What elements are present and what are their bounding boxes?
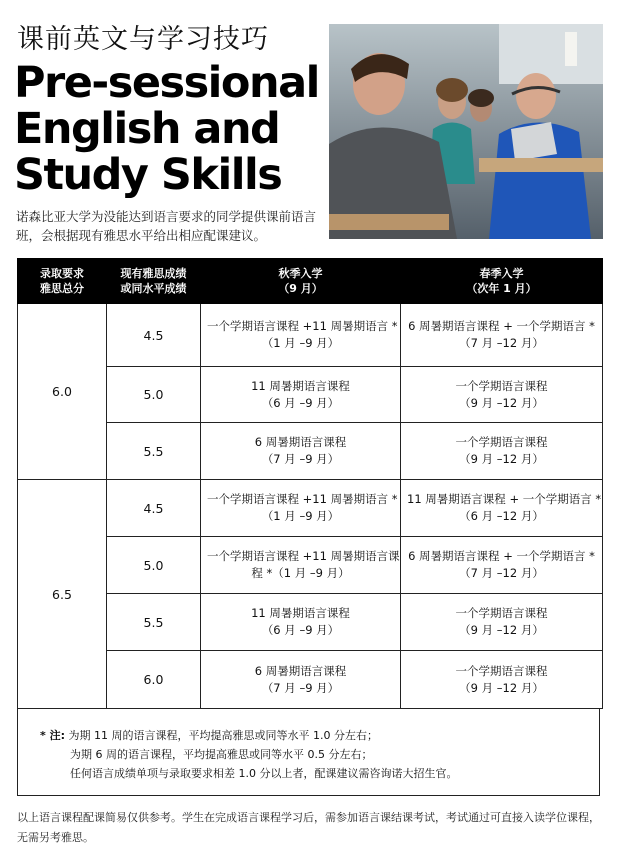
- autumn-cell: 11 周暑期语言课程 （6 月 –9 月）: [201, 594, 401, 651]
- header-autumn-intake: 秋季入学 （9 月）: [201, 259, 401, 304]
- classroom-photo: [329, 24, 603, 239]
- desk: [479, 158, 603, 172]
- footer-line: 无需另考雅思。: [17, 831, 94, 844]
- title-line: Study Skills: [14, 150, 282, 200]
- note-text: 为期 11 周的语言课程，平均提高雅思或同等水平 1.0 分左右；: [68, 729, 378, 742]
- footer-text: [17, 808, 607, 848]
- notes-box: [17, 708, 600, 796]
- note-line: 任何语言成绩单项与录取要求相差 1.0 分以上者，配课建议需咨询诺大招生官。: [70, 767, 458, 780]
- autumn-cell: 一个学期语言课程 +11 周暑期语言课 程 *（1 月 –9 月）: [201, 537, 401, 594]
- autumn-cell: 一个学期语言课程 +11 周暑期语言 * （1 月 –9 月）: [201, 304, 401, 367]
- header-spring-intake: 春季入学 （次年 1 月）: [401, 259, 603, 304]
- page-title-english: [14, 60, 324, 198]
- spring-cell: 一个学期语言课程 （9 月 –12 月）: [401, 651, 603, 709]
- classroom-illustration: [329, 24, 603, 239]
- spring-cell: 一个学期语言课程 （9 月 –12 月）: [401, 594, 603, 651]
- spring-cell: 6 周暑期语言课程 + 一个学期语言 * （7 月 –12 月）: [401, 537, 603, 594]
- autumn-cell: 6 周暑期语言课程 （7 月 –9 月）: [201, 651, 401, 709]
- table-header-row: [18, 259, 603, 304]
- note-line: [40, 726, 378, 745]
- requirement-cell: 6.5: [18, 480, 107, 709]
- laptop: [511, 122, 557, 161]
- note-line: 为期 6 周的语言课程，平均提高雅思或同等水平 0.5 分左右；: [70, 748, 373, 761]
- score-cell: 5.5: [107, 594, 201, 651]
- requirement-cell: 6.0: [18, 304, 107, 480]
- ceiling-light: [565, 32, 577, 66]
- score-cell: 5.0: [107, 537, 201, 594]
- title-line: Pre-sessional: [14, 58, 319, 108]
- course-table: [17, 258, 603, 709]
- table-row: [18, 304, 603, 367]
- autumn-cell: 6 周暑期语言课程 （7 月 –9 月）: [201, 423, 401, 480]
- footer-line: 以上语言课程配课简易仅供参考。学生在完成语言课程学习后，需参加语言课结课考试，考试通过可直接入读学位课程，: [17, 811, 600, 824]
- page-title-chinese: 课前英文与学习技巧: [17, 24, 269, 55]
- wall-light: [499, 24, 603, 84]
- spring-cell: 一个学期语言课程 （9 月 –12 月）: [401, 367, 603, 423]
- spring-cell: 6 周暑期语言课程 + 一个学期语言 * （7 月 –12 月）: [401, 304, 603, 367]
- autumn-cell: 一个学期语言课程 +11 周暑期语言 * （1 月 –9 月）: [201, 480, 401, 537]
- header-requirement: 录取要求 雅思总分: [18, 259, 107, 304]
- spring-cell: 11 周暑期语言课程 + 一个学期语言 * （6 月 –12 月）: [401, 480, 603, 537]
- score-cell: 4.5: [107, 480, 201, 537]
- autumn-cell: 11 周暑期语言课程 （6 月 –9 月）: [201, 367, 401, 423]
- score-cell: 5.5: [107, 423, 201, 480]
- spring-cell: 一个学期语言课程 （9 月 –12 月）: [401, 423, 603, 480]
- score-cell: 4.5: [107, 304, 201, 367]
- note-prefix: * 注:: [40, 729, 65, 742]
- student-hair: [468, 89, 494, 107]
- intro-paragraph: 诺森比亚大学为没能达到语言要求的同学提供课前语言班，会根据现有雅思水平给出相应配课建议。: [16, 209, 317, 243]
- table-row: [18, 480, 603, 537]
- score-cell: 5.0: [107, 367, 201, 423]
- desk: [329, 214, 449, 230]
- student-face: [516, 73, 556, 119]
- student-hair: [436, 78, 468, 102]
- header-current-score: 现有雅思成绩 或同水平成绩: [107, 259, 201, 304]
- score-cell: 6.0: [107, 651, 201, 709]
- title-line: English and: [14, 104, 280, 154]
